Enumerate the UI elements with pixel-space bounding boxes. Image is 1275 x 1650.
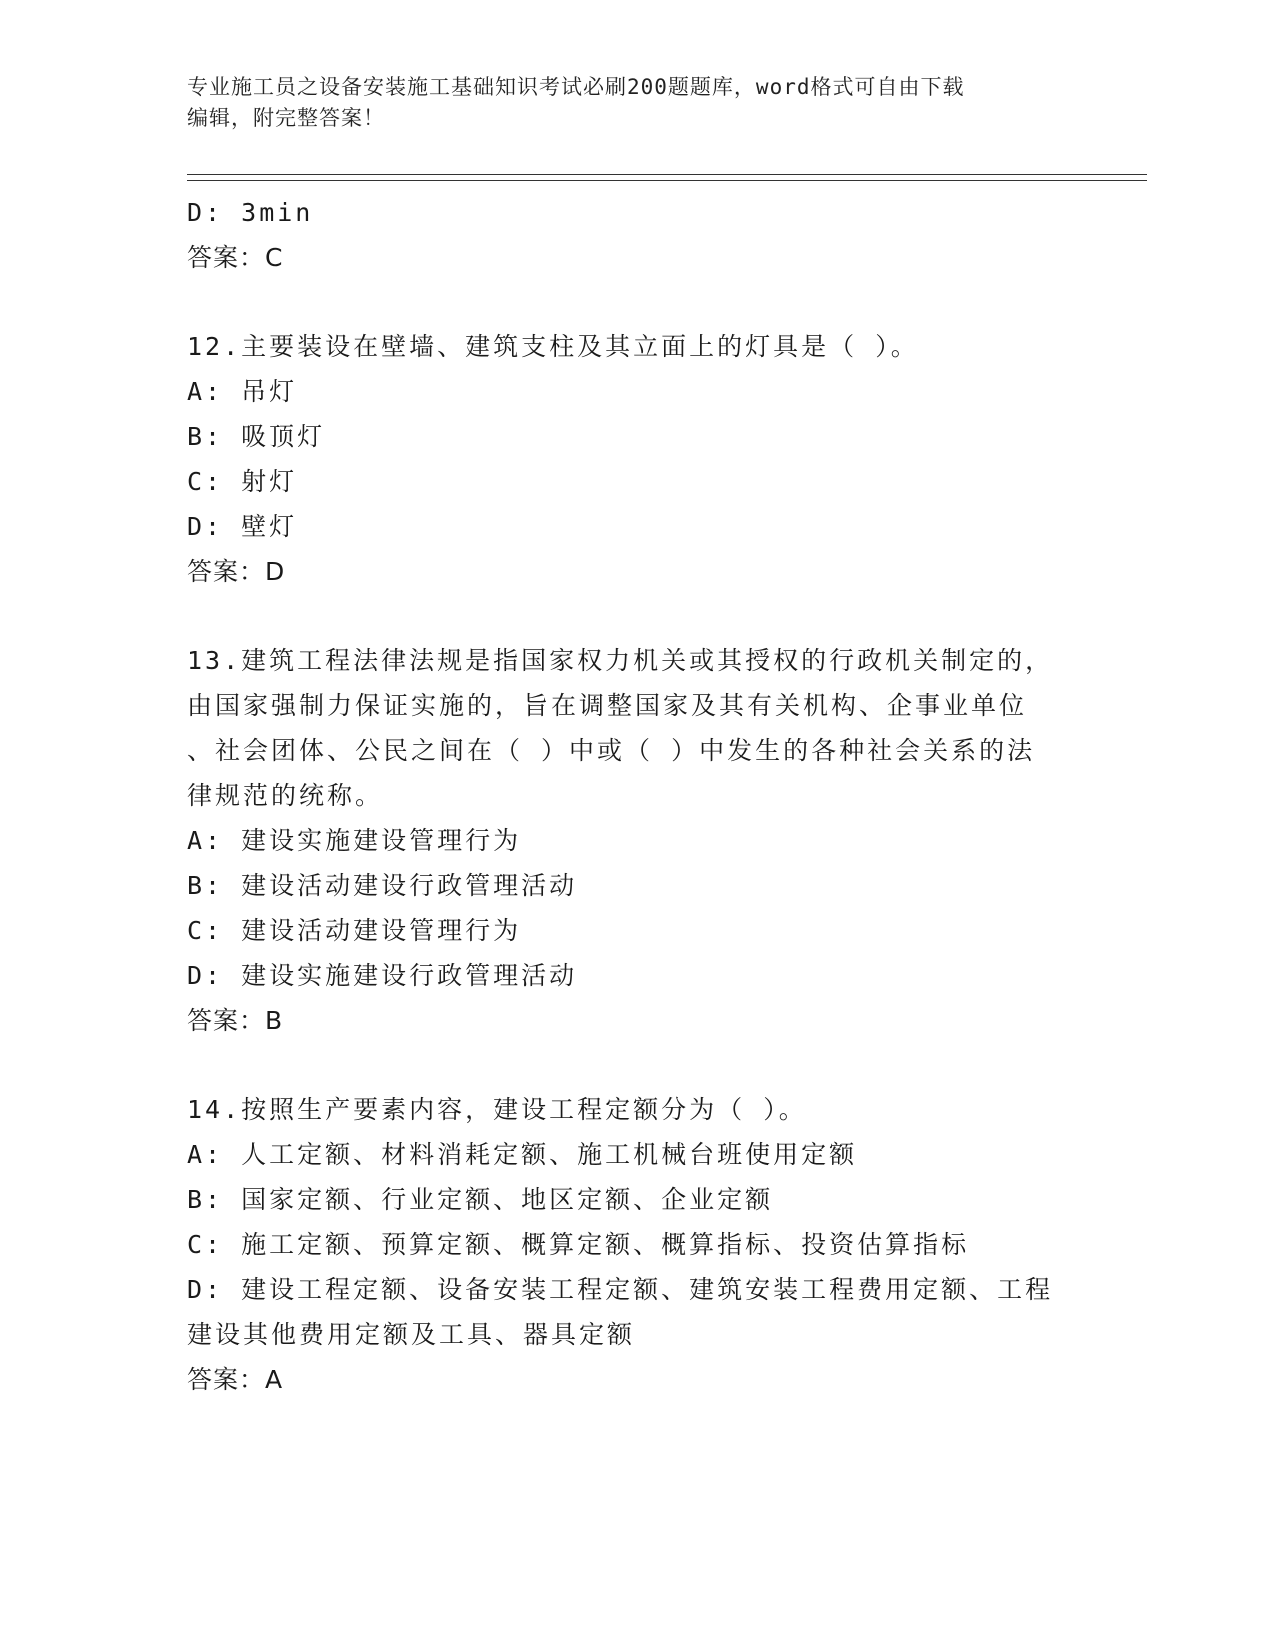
option-d-continued: 建设其他费用定额及工具、器具定额	[187, 1320, 636, 1349]
header-divider-bottom	[187, 180, 1147, 181]
spacer	[187, 280, 1087, 324]
spacer	[187, 594, 1087, 638]
question-14	[187, 1087, 1087, 1402]
answer-line: 答案：C	[187, 243, 284, 272]
answer-line: 答案：A	[187, 1365, 284, 1394]
header-divider-top	[187, 174, 1147, 175]
question-title: 14.按照生产要素内容，建设工程定额分为（ ）。	[187, 1095, 807, 1124]
spacer	[187, 1043, 1087, 1087]
option-d: D: 建设工程定额、设备安装工程定额、建筑安装工程费用定额、工程	[187, 1275, 1054, 1304]
option-b: B: 吸顶灯	[187, 422, 326, 451]
question-title-line-3: 、社会团体、公民之间在（ ）中或（ ）中发生的各种社会关系的法	[187, 736, 1036, 765]
question-13	[187, 638, 1087, 1043]
option-a: A: 建设实施建设管理行为	[187, 826, 522, 855]
option-b: B: 国家定额、行业定额、地区定额、企业定额	[187, 1185, 774, 1214]
option-a: A: 人工定额、材料消耗定额、施工机械台班使用定额	[187, 1140, 858, 1169]
option-d: D: 壁灯	[187, 512, 298, 541]
previous-question-tail	[187, 190, 1087, 280]
option-c: C: 施工定额、预算定额、概算定额、概算指标、投资估算指标	[187, 1230, 970, 1259]
option-c: C: 射灯	[187, 467, 298, 496]
header-title-line-1: 专业施工员之设备安装施工基础知识考试必刷200题题库，word格式可自由下载	[187, 75, 965, 99]
page-header	[187, 72, 1087, 134]
option-a: A: 吊灯	[187, 377, 298, 406]
question-title: 12.主要装设在壁墙、建筑支柱及其立面上的灯具是（ ）。	[187, 332, 919, 361]
question-12	[187, 324, 1087, 594]
option-c: C: 建设活动建设管理行为	[187, 916, 522, 945]
answer-line: 答案：B	[187, 1006, 284, 1035]
header-title-line-2: 编辑，附完整答案！	[187, 106, 385, 130]
question-title-line-4: 律规范的统称。	[187, 781, 384, 810]
question-title-line-2: 由国家强制力保证实施的，旨在调整国家及其有关机构、企事业单位	[187, 691, 1028, 720]
option-d: D: 3min	[187, 198, 314, 227]
option-b: B: 建设活动建设行政管理活动	[187, 871, 578, 900]
answer-line: 答案：D	[187, 557, 286, 586]
question-list	[187, 190, 1087, 1402]
question-title-line-1: 13.建筑工程法律法规是指国家权力机关或其授权的行政机关制定的，	[187, 646, 1054, 675]
option-d: D: 建设实施建设行政管理活动	[187, 961, 578, 990]
